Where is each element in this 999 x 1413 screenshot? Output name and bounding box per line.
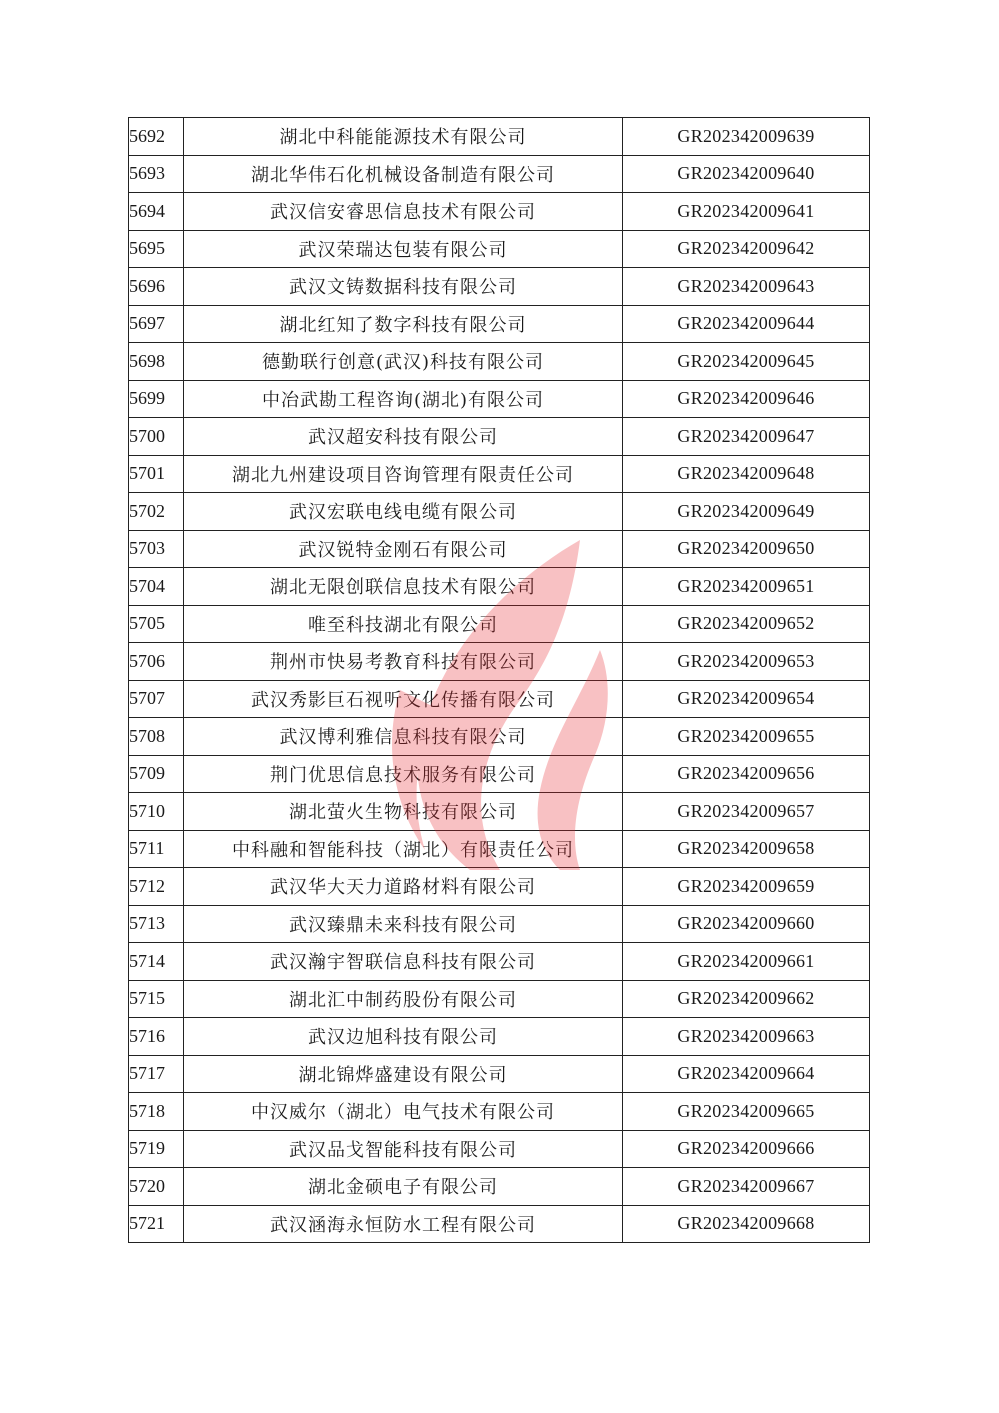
table-row xyxy=(129,343,870,381)
certificate-number-cell: GR202342009650 xyxy=(623,530,870,568)
company-name-cell: 武汉瀚宇智联信息科技有限公司 xyxy=(184,943,623,981)
company-name-cell: 荆门优思信息技术服务有限公司 xyxy=(184,755,623,793)
company-name-cell: 湖北中科能能源技术有限公司 xyxy=(184,118,623,156)
table-row xyxy=(129,380,870,418)
certificate-number-cell: GR202342009639 xyxy=(623,118,870,156)
company-name-cell: 湖北红知了数字科技有限公司 xyxy=(184,305,623,343)
row-number-cell: 5718 xyxy=(129,1093,184,1131)
table-body xyxy=(129,118,870,1243)
table-row xyxy=(129,643,870,681)
certificate-number-cell: GR202342009653 xyxy=(623,643,870,681)
row-number-cell: 5719 xyxy=(129,1130,184,1168)
certificate-number-cell: GR202342009641 xyxy=(623,193,870,231)
table-row xyxy=(129,793,870,831)
certificate-number-cell: GR202342009662 xyxy=(623,980,870,1018)
company-name-cell: 武汉华大天力道路材料有限公司 xyxy=(184,868,623,906)
company-name-cell: 武汉涵海永恒防水工程有限公司 xyxy=(184,1205,623,1243)
table-row xyxy=(129,118,870,156)
company-name-cell: 中科融和智能科技（湖北）有限责任公司 xyxy=(184,830,623,868)
company-certificate-table xyxy=(128,117,870,1243)
table-row xyxy=(129,455,870,493)
certificate-number-cell: GR202342009656 xyxy=(623,755,870,793)
company-name-cell: 湖北金硕电子有限公司 xyxy=(184,1168,623,1206)
table-row xyxy=(129,680,870,718)
row-number-cell: 5694 xyxy=(129,193,184,231)
certificate-number-cell: GR202342009654 xyxy=(623,680,870,718)
company-name-cell: 湖北华伟石化机械设备制造有限公司 xyxy=(184,155,623,193)
table-row xyxy=(129,418,870,456)
company-name-cell: 中汉威尔（湖北）电气技术有限公司 xyxy=(184,1093,623,1131)
company-name-cell: 武汉锐特金刚石有限公司 xyxy=(184,530,623,568)
certificate-number-cell: GR202342009661 xyxy=(623,943,870,981)
table-row xyxy=(129,1130,870,1168)
certificate-number-cell: GR202342009664 xyxy=(623,1055,870,1093)
certificate-number-cell: GR202342009666 xyxy=(623,1130,870,1168)
row-number-cell: 5717 xyxy=(129,1055,184,1093)
certificate-number-cell: GR202342009655 xyxy=(623,718,870,756)
company-name-cell: 武汉边旭科技有限公司 xyxy=(184,1018,623,1056)
table-row xyxy=(129,193,870,231)
row-number-cell: 5714 xyxy=(129,943,184,981)
row-number-cell: 5697 xyxy=(129,305,184,343)
certificate-number-cell: GR202342009665 xyxy=(623,1093,870,1131)
table-row xyxy=(129,868,870,906)
certificate-number-cell: GR202342009659 xyxy=(623,868,870,906)
table-row xyxy=(129,943,870,981)
table-row xyxy=(129,568,870,606)
table-row xyxy=(129,718,870,756)
row-number-cell: 5720 xyxy=(129,1168,184,1206)
table-row xyxy=(129,1093,870,1131)
certificate-number-cell: GR202342009643 xyxy=(623,268,870,306)
row-number-cell: 5708 xyxy=(129,718,184,756)
company-name-cell: 武汉荣瑞达包装有限公司 xyxy=(184,230,623,268)
row-number-cell: 5699 xyxy=(129,380,184,418)
certificate-number-cell: GR202342009658 xyxy=(623,830,870,868)
certificate-number-cell: GR202342009663 xyxy=(623,1018,870,1056)
row-number-cell: 5702 xyxy=(129,493,184,531)
company-name-cell: 武汉品戈智能科技有限公司 xyxy=(184,1130,623,1168)
table-row xyxy=(129,755,870,793)
table-row xyxy=(129,305,870,343)
row-number-cell: 5709 xyxy=(129,755,184,793)
row-number-cell: 5707 xyxy=(129,680,184,718)
table-row xyxy=(129,905,870,943)
table-row xyxy=(129,1168,870,1206)
table-row xyxy=(129,980,870,1018)
row-number-cell: 5698 xyxy=(129,343,184,381)
row-number-cell: 5710 xyxy=(129,793,184,831)
row-number-cell: 5716 xyxy=(129,1018,184,1056)
certificate-number-cell: GR202342009640 xyxy=(623,155,870,193)
company-name-cell: 德勤联行创意(武汉)科技有限公司 xyxy=(184,343,623,381)
company-name-cell: 武汉臻鼎未来科技有限公司 xyxy=(184,905,623,943)
certificate-number-cell: GR202342009668 xyxy=(623,1205,870,1243)
company-name-cell: 湖北汇中制药股份有限公司 xyxy=(184,980,623,1018)
row-number-cell: 5721 xyxy=(129,1205,184,1243)
row-number-cell: 5696 xyxy=(129,268,184,306)
row-number-cell: 5701 xyxy=(129,455,184,493)
row-number-cell: 5692 xyxy=(129,118,184,156)
certificate-number-cell: GR202342009644 xyxy=(623,305,870,343)
table-row xyxy=(129,1055,870,1093)
row-number-cell: 5705 xyxy=(129,605,184,643)
row-number-cell: 5704 xyxy=(129,568,184,606)
table-row xyxy=(129,268,870,306)
company-name-cell: 湖北无限创联信息技术有限公司 xyxy=(184,568,623,606)
row-number-cell: 5703 xyxy=(129,530,184,568)
certificate-number-cell: GR202342009651 xyxy=(623,568,870,606)
company-name-cell: 荆州市快易考教育科技有限公司 xyxy=(184,643,623,681)
certificate-number-cell: GR202342009647 xyxy=(623,418,870,456)
row-number-cell: 5695 xyxy=(129,230,184,268)
company-name-cell: 武汉信安睿思信息技术有限公司 xyxy=(184,193,623,231)
certificate-number-cell: GR202342009657 xyxy=(623,793,870,831)
company-name-cell: 湖北九州建设项目咨询管理有限责任公司 xyxy=(184,455,623,493)
certificate-number-cell: GR202342009660 xyxy=(623,905,870,943)
certificate-number-cell: GR202342009646 xyxy=(623,380,870,418)
row-number-cell: 5706 xyxy=(129,643,184,681)
table-row xyxy=(129,605,870,643)
company-name-cell: 武汉超安科技有限公司 xyxy=(184,418,623,456)
company-name-cell: 武汉宏联电线电缆有限公司 xyxy=(184,493,623,531)
table-row xyxy=(129,230,870,268)
table-row xyxy=(129,830,870,868)
certificate-number-cell: GR202342009642 xyxy=(623,230,870,268)
row-number-cell: 5700 xyxy=(129,418,184,456)
certificate-number-cell: GR202342009667 xyxy=(623,1168,870,1206)
row-number-cell: 5693 xyxy=(129,155,184,193)
certificate-number-cell: GR202342009645 xyxy=(623,343,870,381)
certificate-number-cell: GR202342009652 xyxy=(623,605,870,643)
row-number-cell: 5715 xyxy=(129,980,184,1018)
company-name-cell: 唯至科技湖北有限公司 xyxy=(184,605,623,643)
company-name-cell: 武汉博利雅信息科技有限公司 xyxy=(184,718,623,756)
company-name-cell: 湖北锦烨盛建设有限公司 xyxy=(184,1055,623,1093)
table-row xyxy=(129,530,870,568)
row-number-cell: 5713 xyxy=(129,905,184,943)
table-row xyxy=(129,493,870,531)
certificate-number-cell: GR202342009648 xyxy=(623,455,870,493)
certificate-number-cell: GR202342009649 xyxy=(623,493,870,531)
table-row xyxy=(129,1018,870,1056)
row-number-cell: 5712 xyxy=(129,868,184,906)
table-row xyxy=(129,155,870,193)
company-name-cell: 中冶武勘工程咨询(湖北)有限公司 xyxy=(184,380,623,418)
company-name-cell: 武汉文铸数据科技有限公司 xyxy=(184,268,623,306)
company-name-cell: 湖北萤火生物科技有限公司 xyxy=(184,793,623,831)
table-row xyxy=(129,1205,870,1243)
row-number-cell: 5711 xyxy=(129,830,184,868)
company-name-cell: 武汉秀影巨石视听文化传播有限公司 xyxy=(184,680,623,718)
